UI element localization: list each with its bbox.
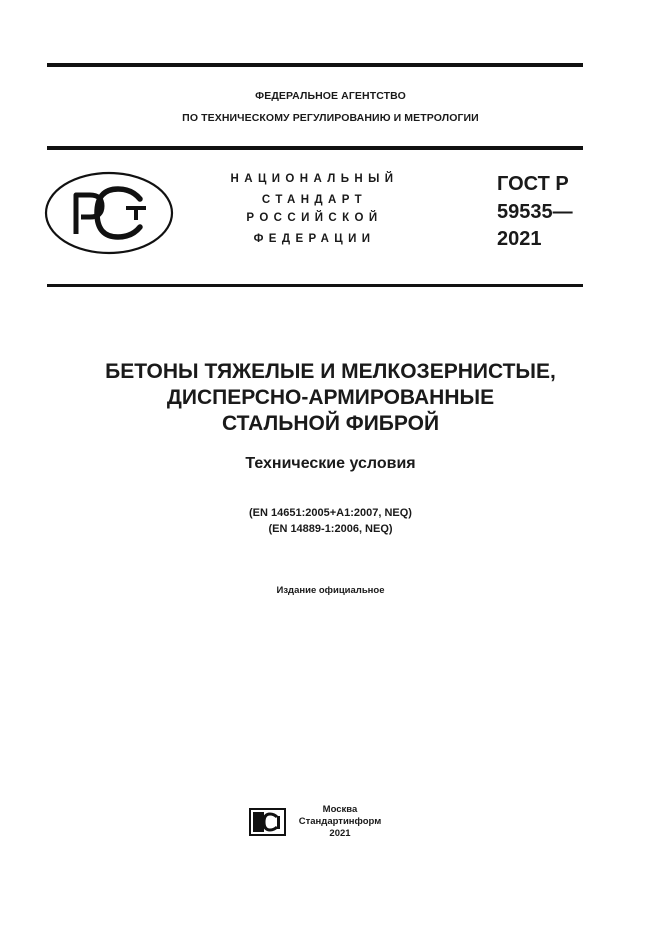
publisher-year: 2021: [329, 828, 351, 839]
document-title-line-2: ДИСПЕРСНО-АРМИРОВАННЫЕ: [166, 386, 495, 409]
top-rule: [47, 63, 583, 67]
publisher-logo-icon: [249, 808, 286, 836]
publisher-name: Стандартинформ: [298, 816, 382, 827]
lower-rule: [47, 284, 583, 287]
standard-kind-line-2: СТАНДАРТ: [261, 194, 368, 206]
gost-number-line-2: 59535—: [497, 201, 573, 223]
publisher-city: Москва: [322, 804, 358, 815]
agency-line-2: ПО ТЕХНИЧЕСКОМУ РЕГУЛИРОВАНИЮ И МЕТРОЛОГИИ: [182, 112, 479, 124]
document-title-line-1: БЕТОНЫ ТЯЖЕЛЫЕ И МЕЛКОЗЕРНИСТЫЕ,: [105, 360, 556, 383]
agency-line-1: ФЕДЕРАЛЬНОЕ АГЕНТСТВО: [255, 90, 406, 102]
standard-kind-line-4: ФЕДЕРАЦИИ: [253, 233, 376, 245]
standard-kind-line-3: РОССИЙСКОЙ: [246, 212, 383, 224]
standard-kind-line-1: НАЦИОНАЛЬНЫЙ: [230, 173, 399, 185]
reference-standard-2: (EN 14889-1:2006, NEQ): [268, 523, 393, 535]
document-subtitle: Технические условия: [245, 455, 416, 472]
gost-number-line-1: ГОСТ Р: [497, 173, 569, 195]
gost-r-mark-icon: [44, 171, 174, 255]
gost-number-line-3: 2021: [497, 228, 542, 250]
reference-standard-1: (EN 14651:2005+A1:2007, NEQ): [249, 507, 412, 519]
edition-label: Издание официальное: [276, 585, 385, 596]
upper-rule: [47, 146, 583, 150]
document-title-line-3: СТАЛЬНОЙ ФИБРОЙ: [221, 412, 440, 435]
